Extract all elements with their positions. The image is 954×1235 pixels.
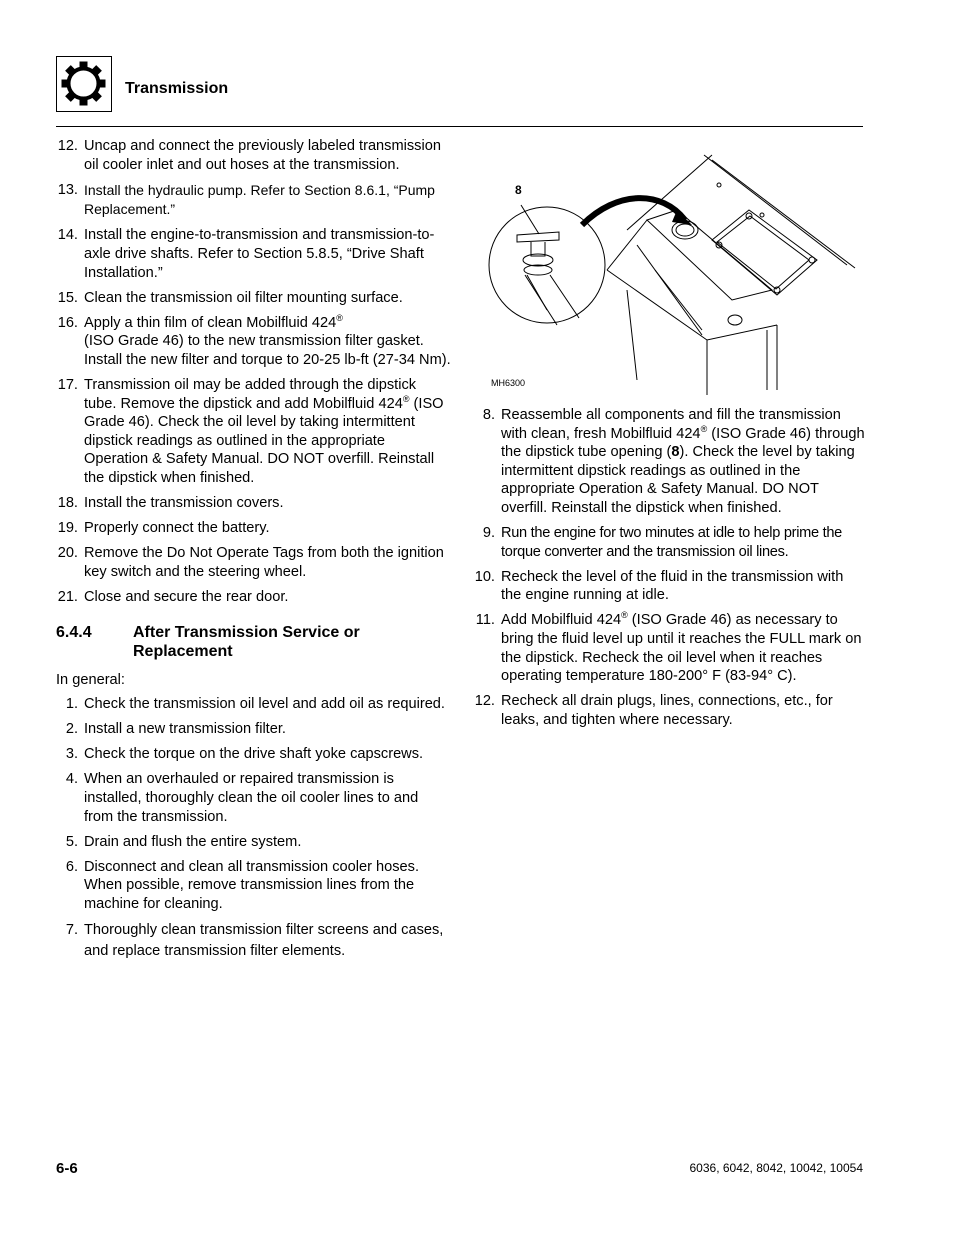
list-item: 7. Thoroughly clean transmission filter screens and cases, and replace transmission filter elements. xyxy=(65,922,444,959)
figure-callout-label: 8 xyxy=(515,183,522,197)
figure-id: MH6300 xyxy=(491,378,526,388)
right-column xyxy=(473,406,865,736)
dipstick-location-illustration xyxy=(487,150,867,400)
list-item: 11. Add Mobilfluid 424® (ISO Grade 46) as necessary to bring the fluid level up until it reaches the FULL mark on the dipstick. Recheck the oil level when it reaches operating temperature 180-200° F (83-94° C). xyxy=(475,610,862,685)
list-item: 12. Uncap and connect the previously labeled transmission oil cooler inlet and out hoses at the transmission. xyxy=(57,138,441,173)
list-item: 6. Disconnect and clean all transmission cooler hoses. When possible, remove transmission lines from the machine for cleaning. xyxy=(65,858,420,912)
left-column xyxy=(56,137,451,968)
section-number: 6.4.4 xyxy=(56,623,92,641)
header-divider xyxy=(56,126,863,127)
list-item: 20. Remove the Do Not Operate Tags from both the ignition key switch and the steering wheel. xyxy=(57,545,444,580)
list-item: 8. Reassemble all components and fill the transmission with clean, fresh Mobilfluid 424® (ISO Grade 46) through the dipstick tube opening (8). Check the level by taking intermittent dipstick readings as outlined in the appropriate Operation & Safety Manual. DO NOT overfill. Reinstall the dipstick when finished. xyxy=(482,407,865,516)
list-item: 12. Recheck all drain plugs, lines, connections, etc., for leaks, and tighten where necessary. xyxy=(474,693,833,728)
intro-text: In general: xyxy=(56,671,125,688)
list-item: 19. Properly connect the battery. xyxy=(57,520,270,537)
list-item: 4. When an overhauled or repaired transmission is installed, thoroughly clean the oil cooler lines to and from the transmission. xyxy=(65,771,419,825)
gear-icon xyxy=(56,56,112,112)
list-item: 3. Check the torque on the drive shaft yoke capscrews. xyxy=(65,746,424,763)
section-heading xyxy=(56,623,451,661)
page-number: 6-6 xyxy=(56,1160,78,1177)
model-numbers: 6036, 6042, 8042, 10042, 10054 xyxy=(689,1161,863,1175)
list-item: 21. Close and secure the rear door. xyxy=(57,588,289,605)
section-title: After Transmission Service or Replacement xyxy=(133,623,360,660)
list-item: 13. Install the hydraulic pump. Refer to Section 8.6.1, “Pump Replacement.” xyxy=(57,181,435,218)
list-item: 14. Install the engine-to-transmission and transmission-to-axle drive shafts. Refer to Section 5.8.5, “Drive Shaft Installation.” xyxy=(57,227,435,281)
list-item: 1. Check the transmission oil level and add oil as required. xyxy=(65,696,445,713)
list-item: 2. Install a new transmission filter. xyxy=(65,721,286,738)
list-item: 9. Run the engine for two minutes at idle to help prime the torque converter and the transmission oil lines. xyxy=(482,525,842,560)
page-header-title: Transmission xyxy=(125,80,229,97)
list-item: 10. Recheck the level of the fluid in the transmission with the engine running at idle. xyxy=(474,568,844,604)
list-item: 16. Apply a thin film of clean Mobilfluid 424® (ISO Grade 46) to the new transmission filter gasket. Install the new filter and torque to 20-25 lb-ft (27-34 Nm). xyxy=(57,312,451,368)
list-item: 17. Transmission oil may be added through the dipstick tube. Remove the dipstick and add Mobilfluid 424® (ISO Grade 46). Check the oil level by taking intermittent dipstick readings as outlined in the appropriate Operation & Safety Manual. DO NOT overfill. Reinstall the dipstick when finished. xyxy=(57,377,444,486)
list-item: 15. Clean the transmission oil filter mounting surface. xyxy=(57,289,403,306)
list-item: 5. Drain and flush the entire system. xyxy=(65,833,302,850)
list-item: 18. Install the transmission covers. xyxy=(57,495,284,512)
